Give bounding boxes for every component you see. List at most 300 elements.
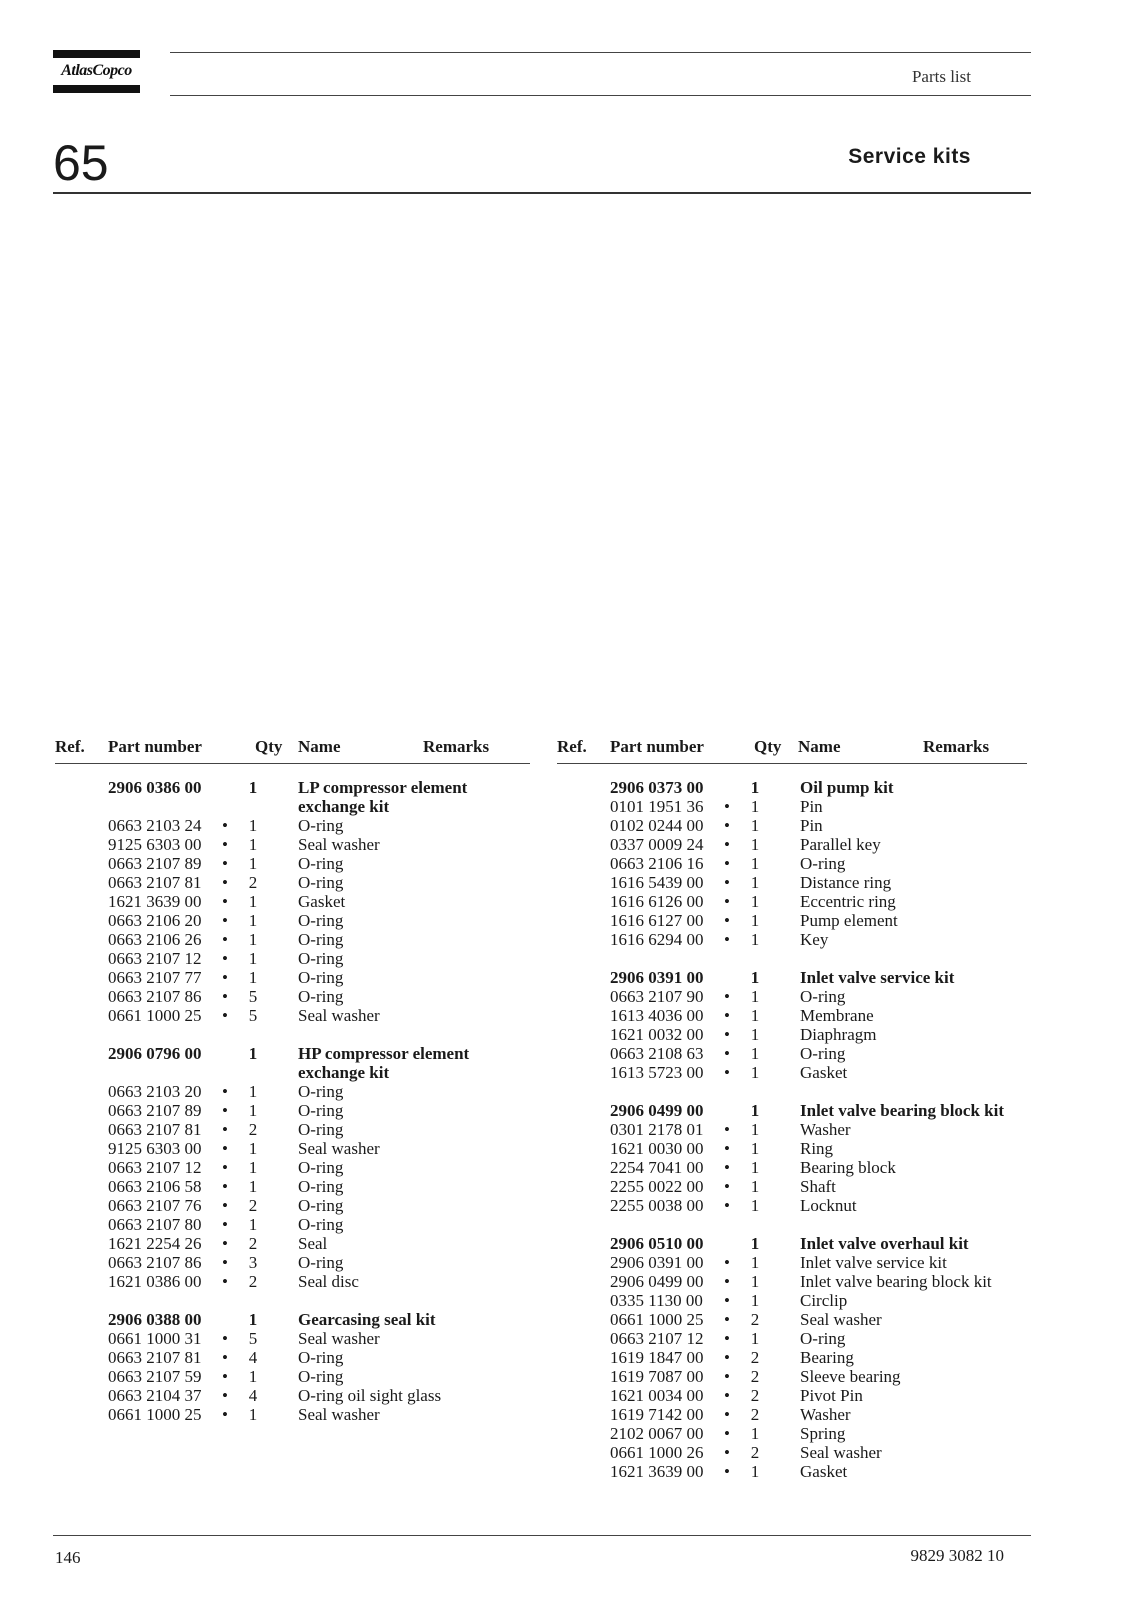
part-number-cell: 1616 5439 00: [610, 873, 704, 892]
name-cell: Eccentric ring: [800, 892, 896, 911]
col-qty: Qty: [255, 737, 283, 756]
marker-cell: •: [222, 1386, 228, 1405]
name-cell: Key: [800, 930, 829, 949]
part-number-cell: 1621 3639 00: [108, 892, 202, 911]
qty-cell: 5: [248, 1329, 258, 1348]
qty-cell: 4: [248, 1348, 258, 1367]
marker-cell: •: [222, 1196, 228, 1215]
qty-cell: 2: [248, 873, 258, 892]
name-cell: Pin: [800, 797, 823, 816]
table-row: [55, 1196, 530, 1215]
qty-cell: 1: [750, 1253, 760, 1272]
qty-cell: 1: [248, 854, 258, 873]
table-row: [55, 1139, 530, 1158]
qty-cell: 1: [248, 778, 258, 797]
qty-cell: 1: [248, 1082, 258, 1101]
marker-cell: •: [222, 987, 228, 1006]
table-header: [55, 735, 530, 764]
table-row: [55, 987, 530, 1006]
table-row: [55, 892, 530, 911]
table-row: [55, 1082, 530, 1101]
logo-bar-top: [53, 50, 140, 58]
name-cell: Bearing block: [800, 1158, 896, 1177]
qty-cell: 1: [750, 968, 760, 987]
table-row: [557, 854, 1027, 873]
table-row: [557, 835, 1027, 854]
part-number-cell: 0101 1951 36: [610, 797, 704, 816]
name-cell: O-ring: [298, 1101, 344, 1120]
part-number-cell: 9125 6303 00: [108, 835, 202, 854]
name-cell: Seal washer: [298, 1405, 380, 1424]
qty-cell: 1: [750, 1196, 760, 1215]
qty-cell: 1: [248, 1044, 258, 1063]
name-cell: Seal washer: [298, 1329, 380, 1348]
marker-cell: •: [724, 1424, 730, 1443]
marker-cell: •: [724, 797, 730, 816]
name-cell: Spring: [800, 1424, 846, 1443]
table-row: [557, 1272, 1027, 1291]
table-row: [557, 987, 1027, 1006]
part-number-cell: 1613 5723 00: [610, 1063, 704, 1082]
qty-cell: 2: [750, 1405, 760, 1424]
part-number-cell: 0663 2106 58: [108, 1177, 202, 1196]
qty-cell: 1: [750, 1272, 760, 1291]
part-number-cell: 1619 1847 00: [610, 1348, 704, 1367]
name-cell: O-ring: [298, 1082, 344, 1101]
col-qty: Qty: [754, 737, 782, 756]
part-number-cell: 1621 0034 00: [610, 1386, 704, 1405]
name-cell: Distance ring: [800, 873, 892, 892]
table-row: [557, 1291, 1027, 1310]
marker-cell: •: [222, 1006, 228, 1025]
marker-cell: •: [222, 854, 228, 873]
name-cell: Sleeve bearing: [800, 1367, 901, 1386]
name-cell: Inlet valve service kit: [800, 968, 955, 987]
name-cell: Pivot Pin: [800, 1386, 863, 1405]
table-row: [55, 873, 530, 892]
part-number-cell: 0661 1000 25: [108, 1405, 202, 1424]
name-cell: Diaphragm: [800, 1025, 877, 1044]
marker-cell: •: [222, 1120, 228, 1139]
table-row: [557, 873, 1027, 892]
qty-cell: 1: [248, 1367, 258, 1386]
name-cell: O-ring: [298, 873, 344, 892]
name-cell: O-ring: [800, 987, 846, 1006]
marker-cell: •: [724, 1044, 730, 1063]
qty-cell: 1: [248, 911, 258, 930]
atlas-copco-logo: [53, 50, 140, 94]
part-number-cell: 0663 2107 80: [108, 1215, 202, 1234]
page-title: Service kits: [848, 145, 971, 168]
kit-row: [55, 778, 530, 797]
qty-cell: 1: [750, 1006, 760, 1025]
qty-cell: 2: [750, 1443, 760, 1462]
part-number-cell: 0663 2107 12: [108, 1158, 202, 1177]
marker-cell: •: [222, 873, 228, 892]
marker-cell: •: [724, 911, 730, 930]
qty-cell: 2: [248, 1234, 258, 1253]
col-name: Name: [298, 737, 341, 756]
qty-cell: 5: [248, 1006, 258, 1025]
name-cell: Oil pump kit: [800, 778, 894, 797]
header-label: Parts list: [911, 67, 971, 86]
qty-cell: 2: [248, 1272, 258, 1291]
document-number: 9829 3082 10: [910, 1546, 1004, 1565]
name-cell: exchange kit: [298, 1063, 390, 1082]
part-number-cell: 2906 0388 00: [108, 1310, 202, 1329]
qty-cell: 1: [248, 1139, 258, 1158]
table-row: [557, 1044, 1027, 1063]
row-spacer: [557, 1215, 1027, 1234]
part-number-cell: 2906 0386 00: [108, 778, 202, 797]
col-ref: Ref.: [55, 737, 85, 756]
marker-cell: •: [222, 949, 228, 968]
col-part-number: Part number: [108, 737, 202, 756]
table-row: [557, 1310, 1027, 1329]
name-cell: Pin: [800, 816, 823, 835]
qty-cell: 2: [750, 1310, 760, 1329]
name-cell: Pump element: [800, 911, 898, 930]
title-rule: [53, 192, 1031, 194]
table-row: [557, 892, 1027, 911]
part-number-cell: 0661 1000 31: [108, 1329, 202, 1348]
kit-row: [557, 1101, 1027, 1120]
table-row: [55, 1253, 530, 1272]
marker-cell: •: [222, 1139, 228, 1158]
part-number-cell: 0663 2107 86: [108, 1253, 202, 1272]
qty-cell: 1: [248, 968, 258, 987]
qty-cell: 3: [248, 1253, 258, 1272]
row-spacer: [557, 1082, 1027, 1101]
marker-cell: •: [222, 1272, 228, 1291]
qty-cell: 1: [248, 930, 258, 949]
part-number-cell: 0661 1000 26: [610, 1443, 704, 1462]
kit-row: [55, 1044, 530, 1063]
name-cell: O-ring: [298, 968, 344, 987]
part-number-cell: 2906 0391 00: [610, 1253, 704, 1272]
table-row: [55, 968, 530, 987]
name-cell: Gearcasing seal kit: [298, 1310, 436, 1329]
marker-cell: •: [724, 1367, 730, 1386]
name-cell: O-ring: [800, 854, 846, 873]
section-number: 65: [53, 135, 109, 191]
marker-cell: •: [724, 1025, 730, 1044]
table-row: [55, 854, 530, 873]
part-number-cell: 1616 6127 00: [610, 911, 704, 930]
table-row: [55, 911, 530, 930]
table-row: [55, 1120, 530, 1139]
table-row: [55, 1101, 530, 1120]
marker-cell: •: [724, 1462, 730, 1481]
part-number-cell: 0663 2107 89: [108, 854, 202, 873]
table-row: [557, 1006, 1027, 1025]
part-number-cell: 2102 0067 00: [610, 1424, 704, 1443]
qty-cell: 1: [750, 1158, 760, 1177]
table-row: [557, 816, 1027, 835]
part-number-cell: 1621 2254 26: [108, 1234, 202, 1253]
qty-cell: 1: [750, 1063, 760, 1082]
part-number-cell: 2906 0499 00: [610, 1272, 704, 1291]
name-cell: Seal washer: [298, 1006, 380, 1025]
logo-bar-bottom: [53, 85, 140, 93]
qty-cell: 1: [248, 1405, 258, 1424]
parts-table-left: [55, 735, 530, 1424]
table-row: [557, 1329, 1027, 1348]
qty-cell: 1: [750, 987, 760, 1006]
part-number-cell: 0663 2107 12: [108, 949, 202, 968]
name-cell: Parallel key: [800, 835, 881, 854]
marker-cell: •: [724, 1177, 730, 1196]
name-cell: Inlet valve bearing block kit: [800, 1272, 992, 1291]
name-cell: O-ring: [298, 1253, 344, 1272]
kit-row: [55, 797, 530, 816]
name-cell: O-ring: [298, 949, 344, 968]
name-cell: O-ring: [298, 911, 344, 930]
marker-cell: •: [222, 930, 228, 949]
part-number-cell: 0301 2178 01: [610, 1120, 704, 1139]
qty-cell: 2: [248, 1196, 258, 1215]
qty-cell: 1: [750, 911, 760, 930]
marker-cell: •: [222, 1367, 228, 1386]
part-number-cell: 0663 2107 81: [108, 1120, 202, 1139]
qty-cell: 2: [248, 1120, 258, 1139]
part-number-cell: 0663 2104 37: [108, 1386, 202, 1405]
logo-wordmark: AtlasCopco: [61, 62, 132, 79]
header-rule-bottom: [170, 95, 1031, 96]
qty-cell: 4: [248, 1386, 258, 1405]
row-spacer: [55, 1291, 530, 1310]
table-row: [55, 1329, 530, 1348]
qty-cell: 1: [750, 1424, 760, 1443]
marker-cell: •: [724, 1006, 730, 1025]
part-number-cell: 1619 7142 00: [610, 1405, 704, 1424]
qty-cell: 1: [750, 816, 760, 835]
marker-cell: •: [724, 987, 730, 1006]
part-number-cell: 0663 2107 90: [610, 987, 704, 1006]
marker-cell: •: [222, 835, 228, 854]
marker-cell: •: [222, 1253, 228, 1272]
name-cell: O-ring: [800, 1044, 846, 1063]
name-cell: Gasket: [800, 1462, 848, 1481]
part-number-cell: 0663 2103 20: [108, 1082, 202, 1101]
table-row: [55, 1405, 530, 1424]
marker-cell: •: [222, 892, 228, 911]
table-row: [557, 1386, 1027, 1405]
col-remarks: Remarks: [923, 737, 990, 756]
parts-table-right: [557, 735, 1027, 1481]
table-row: [55, 1348, 530, 1367]
table-row: [557, 1367, 1027, 1386]
name-cell: Seal washer: [800, 1310, 882, 1329]
table-row: [557, 1139, 1027, 1158]
qty-cell: 1: [750, 835, 760, 854]
part-number-cell: 0663 2106 20: [108, 911, 202, 930]
marker-cell: •: [724, 1291, 730, 1310]
kit-row: [557, 1234, 1027, 1253]
qty-cell: 5: [248, 987, 258, 1006]
part-number-cell: 2906 0796 00: [108, 1044, 202, 1063]
name-cell: Locknut: [800, 1196, 857, 1215]
part-number-cell: 0663 2106 16: [610, 854, 704, 873]
part-number-cell: 0663 2107 89: [108, 1101, 202, 1120]
name-cell: Seal washer: [298, 835, 380, 854]
marker-cell: •: [222, 1177, 228, 1196]
name-cell: Washer: [800, 1120, 851, 1139]
qty-cell: 1: [750, 1025, 760, 1044]
marker-cell: •: [724, 1196, 730, 1215]
table-row: [557, 1120, 1027, 1139]
kit-row: [55, 1063, 530, 1082]
part-number-cell: 0663 2108 63: [610, 1044, 704, 1063]
part-number-cell: 1616 6126 00: [610, 892, 704, 911]
table-row: [55, 949, 530, 968]
qty-cell: 2: [750, 1386, 760, 1405]
name-cell: O-ring: [298, 1348, 344, 1367]
table-row: [55, 1272, 530, 1291]
marker-cell: •: [222, 1082, 228, 1101]
part-number-cell: 0335 1130 00: [610, 1291, 703, 1310]
table-row: [55, 1234, 530, 1253]
qty-cell: 1: [750, 1234, 760, 1253]
marker-cell: •: [222, 1101, 228, 1120]
name-cell: Ring: [800, 1139, 834, 1158]
part-number-cell: 0661 1000 25: [610, 1310, 704, 1329]
table-row: [55, 1158, 530, 1177]
table-row: [557, 1424, 1027, 1443]
header-rule-top: [170, 52, 1031, 53]
qty-cell: 1: [248, 1177, 258, 1196]
part-number-cell: 0102 0244 00: [610, 816, 704, 835]
name-cell: Inlet valve overhaul kit: [800, 1234, 969, 1253]
table-row: [557, 1443, 1027, 1462]
qty-cell: 1: [750, 1044, 760, 1063]
part-number-cell: 0661 1000 25: [108, 1006, 202, 1025]
name-cell: Seal: [298, 1234, 328, 1253]
qty-cell: 1: [248, 1215, 258, 1234]
marker-cell: •: [724, 1253, 730, 1272]
name-cell: O-ring: [800, 1329, 846, 1348]
marker-cell: •: [724, 1443, 730, 1462]
qty-cell: 1: [750, 1291, 760, 1310]
col-ref: Ref.: [557, 737, 587, 756]
name-cell: Seal disc: [298, 1272, 359, 1291]
table-row: [55, 1386, 530, 1405]
marker-cell: •: [724, 854, 730, 873]
marker-cell: •: [222, 1215, 228, 1234]
marker-cell: •: [724, 1158, 730, 1177]
table-row: [557, 1405, 1027, 1424]
marker-cell: •: [724, 1405, 730, 1424]
marker-cell: •: [724, 1139, 730, 1158]
table-row: [557, 1158, 1027, 1177]
part-number-cell: 2906 0391 00: [610, 968, 704, 987]
page-number: 146: [55, 1548, 81, 1567]
name-cell: O-ring: [298, 816, 344, 835]
name-cell: LP compressor element: [298, 778, 468, 797]
table-row: [557, 797, 1027, 816]
part-number-cell: 0663 2107 86: [108, 987, 202, 1006]
qty-cell: 2: [750, 1348, 760, 1367]
qty-cell: 1: [750, 930, 760, 949]
table-row: [55, 1215, 530, 1234]
name-cell: Inlet valve bearing block kit: [800, 1101, 1005, 1120]
col-remarks: Remarks: [423, 737, 490, 756]
marker-cell: •: [724, 892, 730, 911]
marker-cell: •: [724, 1348, 730, 1367]
kit-row: [557, 968, 1027, 987]
table-body: [557, 778, 1027, 1481]
part-number-cell: 0663 2107 81: [108, 873, 202, 892]
qty-cell: 1: [750, 1120, 760, 1139]
part-number-cell: 0663 2107 77: [108, 968, 202, 987]
name-cell: exchange kit: [298, 797, 390, 816]
part-number-cell: 0663 2107 59: [108, 1367, 202, 1386]
marker-cell: •: [222, 1158, 228, 1177]
name-cell: O-ring: [298, 1177, 344, 1196]
part-number-cell: 0663 2106 26: [108, 930, 202, 949]
marker-cell: •: [222, 816, 228, 835]
qty-cell: 1: [750, 1329, 760, 1348]
qty-cell: 1: [248, 1158, 258, 1177]
name-cell: O-ring: [298, 1120, 344, 1139]
qty-cell: 1: [248, 1101, 258, 1120]
table-header: [557, 735, 1027, 764]
qty-cell: 2: [750, 1367, 760, 1386]
col-name: Name: [798, 737, 841, 756]
table-row: [55, 835, 530, 854]
part-number-cell: 9125 6303 00: [108, 1139, 202, 1158]
name-cell: O-ring oil sight glass: [298, 1386, 442, 1405]
marker-cell: •: [222, 1348, 228, 1367]
table-row: [557, 1462, 1027, 1481]
name-cell: HP compressor element: [298, 1044, 470, 1063]
marker-cell: •: [724, 930, 730, 949]
marker-cell: •: [222, 1329, 228, 1348]
name-cell: Circlip: [800, 1291, 848, 1310]
part-number-cell: 2255 0038 00: [610, 1196, 704, 1215]
qty-cell: 1: [248, 892, 258, 911]
name-cell: O-ring: [298, 1158, 344, 1177]
name-cell: O-ring: [298, 987, 344, 1006]
part-number-cell: 1613 4036 00: [610, 1006, 704, 1025]
table-row: [55, 1177, 530, 1196]
table-row: [557, 930, 1027, 949]
marker-cell: •: [724, 1329, 730, 1348]
qty-cell: 1: [750, 1139, 760, 1158]
table-row: [557, 1253, 1027, 1272]
part-number-cell: 2906 0373 00: [610, 778, 704, 797]
part-number-cell: 0663 2103 24: [108, 816, 202, 835]
marker-cell: •: [724, 1386, 730, 1405]
marker-cell: •: [724, 1310, 730, 1329]
kit-row: [55, 1310, 530, 1329]
table-row: [55, 1006, 530, 1025]
part-number-cell: 2906 0499 00: [610, 1101, 704, 1120]
part-number-cell: 0663 2107 81: [108, 1348, 202, 1367]
part-number-cell: 1616 6294 00: [610, 930, 704, 949]
marker-cell: •: [724, 816, 730, 835]
table-row: [557, 1177, 1027, 1196]
marker-cell: •: [724, 873, 730, 892]
part-number-cell: 1621 3639 00: [610, 1462, 704, 1481]
qty-cell: 1: [248, 949, 258, 968]
table-body: [55, 778, 530, 1424]
part-number-cell: 1619 7087 00: [610, 1367, 704, 1386]
name-cell: Seal washer: [800, 1443, 882, 1462]
marker-cell: •: [724, 1120, 730, 1139]
part-number-cell: 1621 0032 00: [610, 1025, 704, 1044]
part-number-cell: 0663 2107 12: [610, 1329, 704, 1348]
